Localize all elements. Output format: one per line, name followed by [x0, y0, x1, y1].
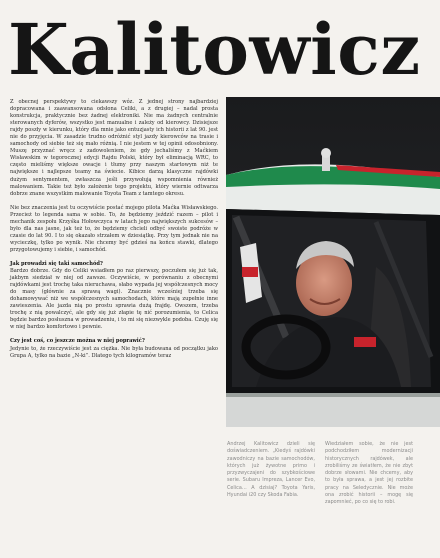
- interview-question: Czy jest coś, co jeszcze można w niej poprawić?: [10, 338, 145, 345]
- body-paragraph: Nie bez znaczenia jest tu oczywiście postać mojego pilota Maćka Wisławskiego. Przecież to legenda sama w sobie. To, że będziemy jeździć razem – pilot i mechanik zespołu Krzyśka Hołowczyca w latach jego największych sukcesów – było dla nas jasne, jak też to, że będziemy chcieli odbyć swoiste podróże w czasie do lat 90. I to się okazało strzałem w dziesiątkę. Przy tym jednak nie na wycieczkę, tylko po wynik. Nie chcemy być gdzieś na końcu stawki, dlatego przygotowujemy i siebie, i samochód.: [10, 204, 218, 253]
- interview-answer: Jedynie to, że rzeczywiście jest za ciężka. Nie była budowana od początku jako Grupa A, tylko na bazie „N-ki”. Dlatego tych kilogramów teraz: [10, 345, 218, 359]
- driver-in-car-image: [226, 97, 440, 427]
- body-paragraph: Z obecnej perspektywy to ciekawszy wóz. Z jednej strony najbardziej dopracowana i zaawansowana odsłona Celiki, a z drugiej – nadal prosta konstrukcja, praktycznie bez żadnej elektroniki. Nie ma żadnych centralnie sterowanych dyferów, wszystko jest manualne i zależy od kierowcy. Dzisiejsze rajdy poszły w kierunku, który dla mnie jako entuzjasty ich historii z lat 90. jest nie do przyjęcia. W zasadzie trudno odróżnić styl jazdy kierowców na trasie i samochody od siebie też się mało różnią. I nie jestem w tej opinii odosobniony. Muszę przyznać wręcz z zadowoleniem, że gdy jechaliśmy z Maćkiem Wisławskim w tegorocznej edycji Rajdu Polski, który był eliminacją WRC, to często mieliśmy większe owacje i tłumy przy naszym startowym niż te największe i najlepsze teamy na świecie. Kibice darzą klasyczne rajdówki dużym sentymentem, zwłaszcza jeśli przywołują wspomnienia również malowaniem. Takie też było założenie tego projektu, który wiernie odtwarza dobrze znane wszystkim malowanie Toyota Team z tamtego okresu.: [10, 99, 218, 197]
- article-title: Kalitowicz: [8, 8, 421, 91]
- article-body: [10, 99, 218, 367]
- driver-photo: [226, 97, 440, 427]
- interview-question: Jak prowadzi się taki samochód?: [10, 260, 103, 267]
- photo-caption-right: Wiedziałem sobie, że nie jest podchodziłem modernizacji historycznych rajdówek, ale zrobiliśmy ze światłem, że nie zbyt dobrze słowami. Nie chcemy, aby to była sprawa, a jest jej rozbite pracy na Seledycznie. Nie może ona zrobić historii – mogę się zapomnieć, po co się to robi.: [325, 441, 413, 505]
- interview-answer: Bardzo dobrze. Gdy do Celiki wsiadłem po raz pierwszy, poczułem się już tak, jakbym siedział w niej od zawsze. Oczywiście, w porównaniu z obecnymi rajdówkami jest trochę taka nieruchawa, słabo wypada jej współczesnych mocy do masy (głównie za sprawą wagi). Znacznie wcześniej trzeba się dohamowywać niż we współczesnych samochodach, które mają zupełnie inne zawieszenia. Ale jazda nią po prostu sprawia dużą frajdę. Owszem, trzeba trochę z nią powalczyć, ale gdy się już złapie tę nić porozumienia, to Celica będzie bardzo posłuszna w prowadzeniu, i to mi się niezwykle podoba. Czuję się w niej bardzo komfortowo i pewnie.: [10, 268, 218, 331]
- photo-caption-left: Andrzej Kalitowicz dzieli się doświadczeniem. „Kiedyś rajdówki zawodniczy na bazie samochodów, których już żywotne primo i przyzwyczajeni do szybkościowe serie. Subaru Impreza, Lancer Evo, Celica… A dzisiaj? Toyota Yaris, Hyundai i20 czy Skoda Fabia.: [227, 441, 315, 498]
